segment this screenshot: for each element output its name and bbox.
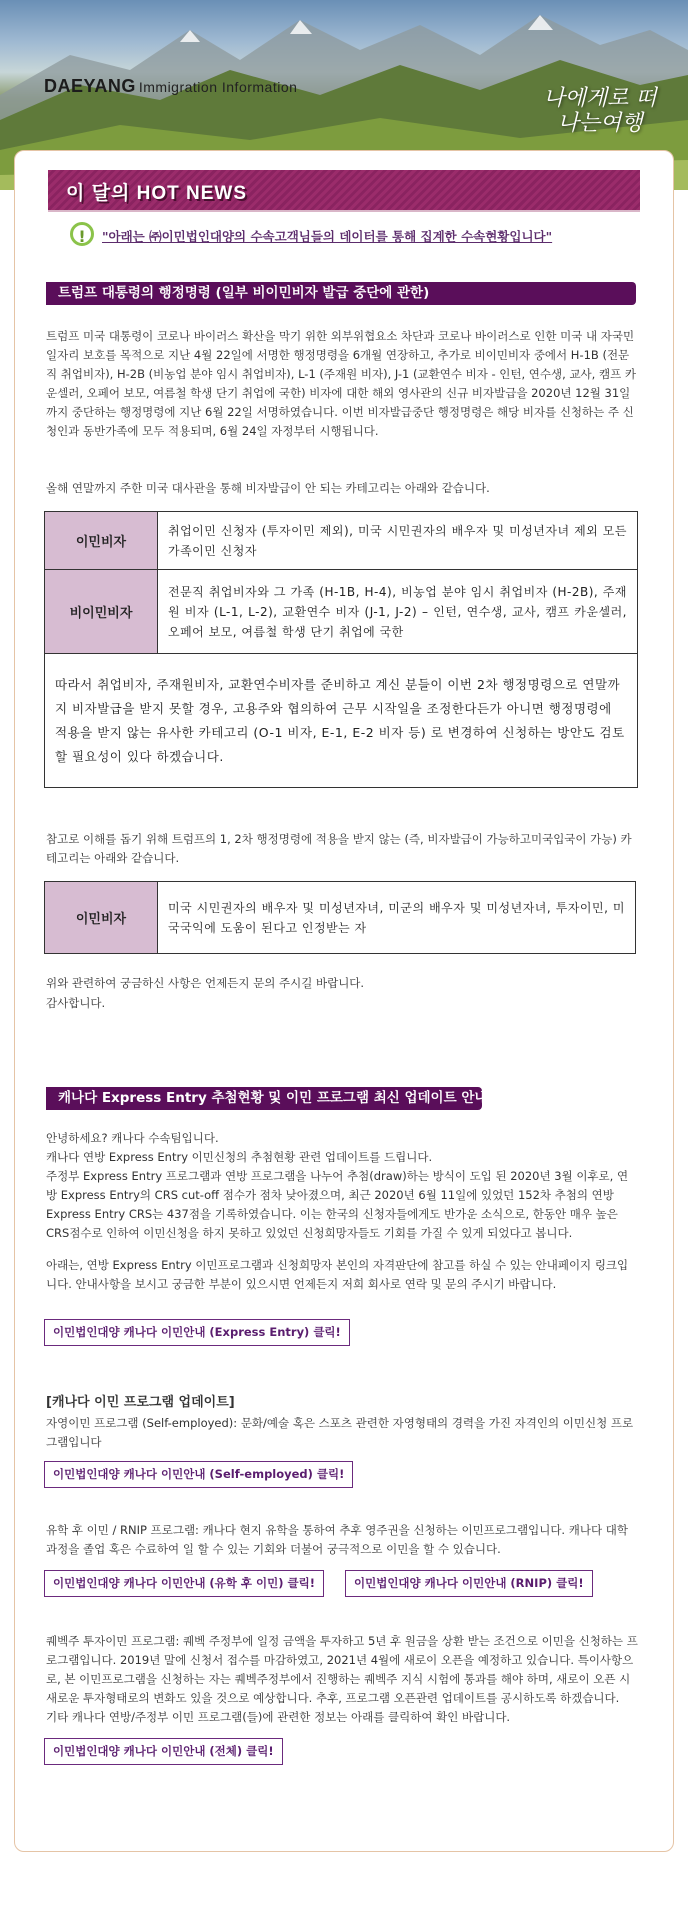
table-value: 미국 시민권자의 배우자 및 미성년자녀, 미군의 배우자 및 미성년자녀, 투자이민, 미국국익에 도움이 된다고 인정받는 자 xyxy=(158,882,636,954)
study-immigration-link-button[interactable]: 이민법인대양 캐나다 이민안내 (유학 후 이민) 클릭! xyxy=(44,1570,324,1597)
restricted-visa-table xyxy=(44,511,638,788)
rnip-link-button[interactable]: 이민법인대양 캐나다 이민안내 (RNIP) 클릭! xyxy=(345,1570,593,1597)
table-value: 취업이민 신청자 (투자이민 제외), 미국 시민권자의 배우자 및 미성년자녀 제외 모든 가족이민 신청자 xyxy=(158,512,638,570)
table-row xyxy=(45,654,638,788)
trump-paragraph-2: 올해 연말까지 주한 미국 대사관을 통해 비자발급이 안 되는 카테고리는 아래와 같습니다. xyxy=(46,481,490,495)
exclamation-icon: ! xyxy=(70,222,94,246)
trump-paragraph-1: 트럼프 미국 대통령이 코로나 바이러스 확산을 막기 위한 외부위협요소 차단과 코로나 바이러스로 인한 미국 내 자국민 일자리 보호를 목적으로 지난 4월 22일에 서명한 행정명령을 6개월 연장하고, 추가로 비이민비자 중에서 H-1B (전문직 취업비자), H-2B (비농업 분야 임시 취업비자), L-1 (주재원 비자), J-1 (교환연수 비자 - 인턴, 연수생, 교사, 캠프 카운셀러, 오페어 보모, 여름철 학생 단기 취업에 국한) 비자에 대한 해외 영사관의 신규 비자발급을 2020년 12월 31일까지 중단하는 행정명령에 지난 6월 22일 서명하였습니다. 이번 비자발급중단 행정명령은 해당 비자를 신청하는 주 신청인과 동반가족에 모두 적용되며, 6월 24일 자정부터 시행됩니다. xyxy=(46,329,636,438)
brand-logo xyxy=(44,76,297,97)
rnip-text: 유학 후 이민 / RNIP 프로그램: 캐나다 현지 유학을 통하여 추후 영주권을 신청하는 이민프로그램입니다. 캐나다 대학과정을 졸업 혹은 수료하여 일 할 수 있는 기회와 더불어 궁극적으로 이민을 할 수 있습니다. xyxy=(46,1523,628,1556)
express-entry-link-button[interactable]: 이민법인대양 캐나다 이민안내 (Express Entry) 클릭! xyxy=(44,1319,350,1346)
canada-intro-3: 주정부 Express Entry 프로그램과 연방 프로그램을 나누어 추첨(draw)하는 방식이 도입 된 2020년 3월 이후로, 연방 Express Entry의 CRS cut-off 점수가 점차 낮아졌으며, 최근 2020년 6월 11일에 있었던 152차 추첨의 연방 Express Entry CRS는 437점을 기록하였습니다. 이는 한국의 신청자들에게도 반가운 소식으로, 한동안 매우 높은 CRS점수로 인하여 이민신청을 하지 못하고 있었던 신청희망자들도 기회를 가질 수 있게 되었다고 봅니다. xyxy=(46,1169,629,1240)
table-row xyxy=(45,512,638,570)
self-employed-text: 자영이민 프로그램 (Self-employed): 문화/예술 혹은 스포츠 관련한 자영형태의 경력을 가진 자격인의 이민신청 프로그램입니다 xyxy=(46,1416,634,1449)
closing-line-1: 위와 관련하여 궁금하신 사항은 언제든지 문의 주시길 바랍니다. xyxy=(46,976,365,990)
canada-intro-1: 안녕하세요? 캐나다 수속팀입니다. xyxy=(46,1131,219,1145)
table-label: 이민비자 xyxy=(45,512,158,570)
slogan: 나에게로 떠나는여행 xyxy=(543,86,657,137)
allowed-visa-table xyxy=(44,881,636,954)
canada-intro-2: 캐나다 연방 Express Entry 이민신청의 추첨현황 관련 업데이트를 드립니다. xyxy=(46,1150,433,1164)
table-row xyxy=(45,570,638,654)
trump-section-title: 트럼프 대통령의 행정명령 (일부 비이민비자 발급 중단에 관한) xyxy=(46,282,636,305)
closing-line-2: 감사합니다. xyxy=(46,996,106,1010)
brand-subtitle: Immigration Information xyxy=(138,79,298,95)
trump-paragraph-3: 참고로 이해를 돕기 위해 트럼프의 1, 2차 행정명령에 적용을 받지 않는 (즉, 비자발급이 가능하고미국입국이 가능) 카테고리는 아래와 같습니다. xyxy=(46,832,632,865)
quebec-text: 퀘벡주 투자이민 프로그램: 퀘벡 주정부에 일정 금액을 투자하고 5년 후 원금을 상환 받는 조건으로 이민을 신청하는 프로그램입니다. 2019년 말에 신청서 접수를 마감하였고, 2021년 4월에 새로이 오픈을 예정하고 있습니다. 특이사항으로, 본 이민프로그램을 신청하는 자는 퀘벡주정부에서 진행하는 퀘벡주 지식 시험에 통과를 해야 하며, 새로이 오픈 시 새로운 투자형태로의 변화도 있을 것으로 예상합니다. 추후, 프로그램 오픈관련 업데이트를 공시하도록 하겠습니다. xyxy=(46,1634,638,1705)
hot-news-banner xyxy=(48,170,640,210)
canada-update-heading: [캐나다 이민 프로그램 업데이트] xyxy=(46,1395,235,1410)
notice-text: "아래는 ㈜이민법인대양의 수속고객님들의 데이터를 통해 집계한 수속현황입니다" xyxy=(102,229,553,244)
brand-name: DAEYANG xyxy=(44,76,136,96)
self-employed-link-button[interactable]: 이민법인대양 캐나다 이민안내 (Self-employed) 클릭! xyxy=(44,1461,353,1488)
table-row xyxy=(45,882,636,954)
table-label: 이민비자 xyxy=(45,882,158,954)
table-note: 따라서 취업비자, 주재원비자, 교환연수비자를 준비하고 계신 분들이 이번 2차 행정명령으로 연말까지 비자발급을 받지 못할 경우, 고용주와 협의하여 근무 시작일을 조정한다든가 아니면 행정명령에 적용을 받지 않는 유사한 카테고리 (O-1 비자, E-1, E-2 비자 등) 로 변경하여 신청하는 방안도 검토할 필요성이 있다 하겠습니다. xyxy=(45,654,638,788)
hot-news-title: 이 달의 HOT NEWS xyxy=(66,183,248,204)
other-programs-text: 기타 캐나다 연방/주정부 이민 프로그램(들)에 관련한 정보는 아래를 클릭하여 확인 바랍니다. xyxy=(46,1710,511,1724)
table-label: 비이민비자 xyxy=(45,570,158,654)
canada-paragraph-2: 아래는, 연방 Express Entry 이민프로그램과 신청희망자 본인의 자격판단에 참고를 하실 수 있는 안내페이지 링크입니다. 안내사항을 보시고 궁금한 부분이 있으시면 언제든지 저희 회사로 연락 및 문의 주시기 바랍니다. xyxy=(46,1258,629,1291)
all-programs-link-button[interactable]: 이민법인대양 캐나다 이민안내 (전체) 클릭! xyxy=(44,1738,283,1765)
canada-section-title: 캐나다 Express Entry 추첨현황 및 이민 프로그램 최신 업데이트 안내 xyxy=(46,1087,482,1110)
table-value: 전문직 취업비자와 그 가족 (H-1B, H-4), 비농업 분야 임시 취업비자 (H-2B), 주재원 비자 (L-1, L-2), 교환연수 비자 (J-1, J-2) – 인턴, 연수생, 교사, 캠프 카운셀러, 오페어 보모, 여름철 학생 단기 취업에 국한 xyxy=(158,570,638,654)
